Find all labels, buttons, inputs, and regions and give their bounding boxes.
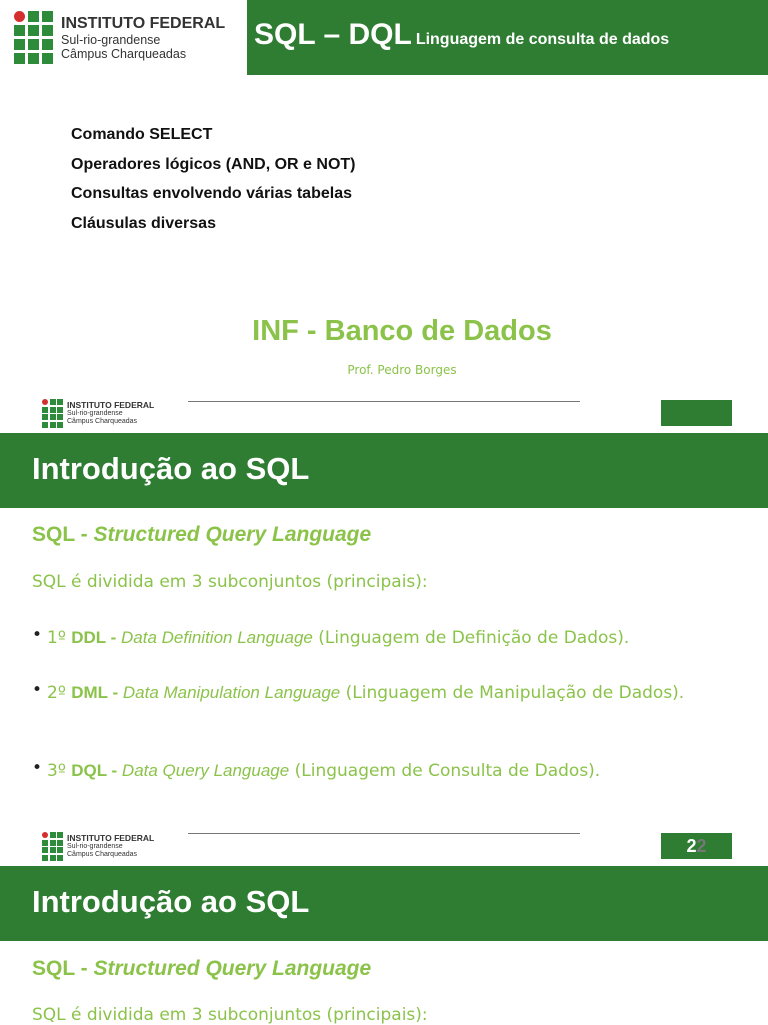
subset-item-dml <box>32 681 732 705</box>
slide1-title-sub: Linguagem de consulta de dados <box>415 31 670 48</box>
logo-line1: INSTITUTO FEDERAL <box>67 833 155 844</box>
item-portuguese: (Linguagem de Definição de Dados). <box>312 628 630 648</box>
logo-line2: Sul-rio-grandense <box>61 32 161 47</box>
subsets-intro: SQL é dividida em 3 subconjuntos (principais): <box>32 572 428 592</box>
item-english: Data Manipulation Language <box>122 683 341 702</box>
if-logo-icon <box>42 399 63 428</box>
sql-prefix: SQL - <box>32 957 94 980</box>
footer-logo <box>42 399 154 428</box>
item-separator: - <box>107 683 123 702</box>
page-number-box <box>661 833 732 859</box>
subset-item-ddl <box>32 626 732 650</box>
item-code: DML <box>71 683 108 702</box>
sql-full-name: Structured Query Language <box>93 523 372 546</box>
slide1-title-main: SQL – DQL <box>254 18 412 51</box>
topics-list <box>71 125 355 243</box>
item-english: Data Definition Language <box>120 628 313 647</box>
logo-line2: Sul-rio-grandense <box>67 410 123 418</box>
if-logo-icon <box>14 11 53 64</box>
bullet-icon: • <box>32 758 43 778</box>
logo-line3: Câmpus Charqueadas <box>61 46 187 61</box>
course-title: INF - Banco de Dados <box>252 315 552 347</box>
subsets-intro: SQL é dividida em 3 subconjuntos (principais): <box>32 1005 428 1025</box>
slide2-title: Introdução ao SQL <box>32 451 310 486</box>
page-number: 2 <box>686 836 697 856</box>
item-ordinal: 1º <box>47 628 72 648</box>
item-separator: - <box>105 628 121 647</box>
footer-divider <box>188 833 580 834</box>
item-portuguese: (Linguagem de Manipulação de Dados). <box>340 683 685 703</box>
footer-logo <box>42 832 154 861</box>
sql-definition <box>32 523 371 547</box>
logo-line2: Sul-rio-grandense <box>67 843 123 851</box>
item-code: DDL <box>71 628 106 647</box>
item-ordinal: 2º <box>47 683 72 703</box>
institution-logo <box>14 11 225 64</box>
logo-line1: INSTITUTO FEDERAL <box>61 14 226 32</box>
sql-definition <box>32 957 371 981</box>
topic-item: Consultas envolvendo várias tabelas <box>71 185 352 202</box>
item-english: Data Query Language <box>121 761 290 780</box>
topic-item: Cláusulas diversas <box>71 214 216 232</box>
bullet-icon: • <box>32 625 43 645</box>
topic-item: Comando SELECT <box>71 126 213 143</box>
bullet-icon: • <box>32 680 43 700</box>
footer-divider <box>188 401 580 402</box>
sql-full-name: Structured Query Language <box>93 957 372 980</box>
slide1-title <box>254 18 669 52</box>
item-ordinal: 3º <box>47 761 72 781</box>
page-number-box <box>661 400 732 426</box>
if-logo-icon <box>42 832 63 861</box>
logo-text <box>61 15 225 61</box>
logo-line3: Câmpus Charqueadas <box>67 851 138 859</box>
logo-line3: Câmpus Charqueadas <box>67 418 138 426</box>
page-number-shadow: 2 <box>696 836 707 856</box>
logo-line1: INSTITUTO FEDERAL <box>67 400 155 411</box>
item-code: DQL <box>71 761 107 780</box>
slide1-logo-panel <box>0 0 247 75</box>
item-portuguese: (Linguagem de Consulta de Dados). <box>289 761 601 781</box>
item-separator: - <box>106 761 122 780</box>
professor-name: Prof. Pedro Borges <box>347 363 457 377</box>
subset-item-dql <box>32 759 732 783</box>
slide3-title: Introdução ao SQL <box>32 884 310 919</box>
topic-item: Operadores lógicos (AND, OR e NOT) <box>71 155 356 173</box>
sql-prefix: SQL - <box>32 523 94 546</box>
